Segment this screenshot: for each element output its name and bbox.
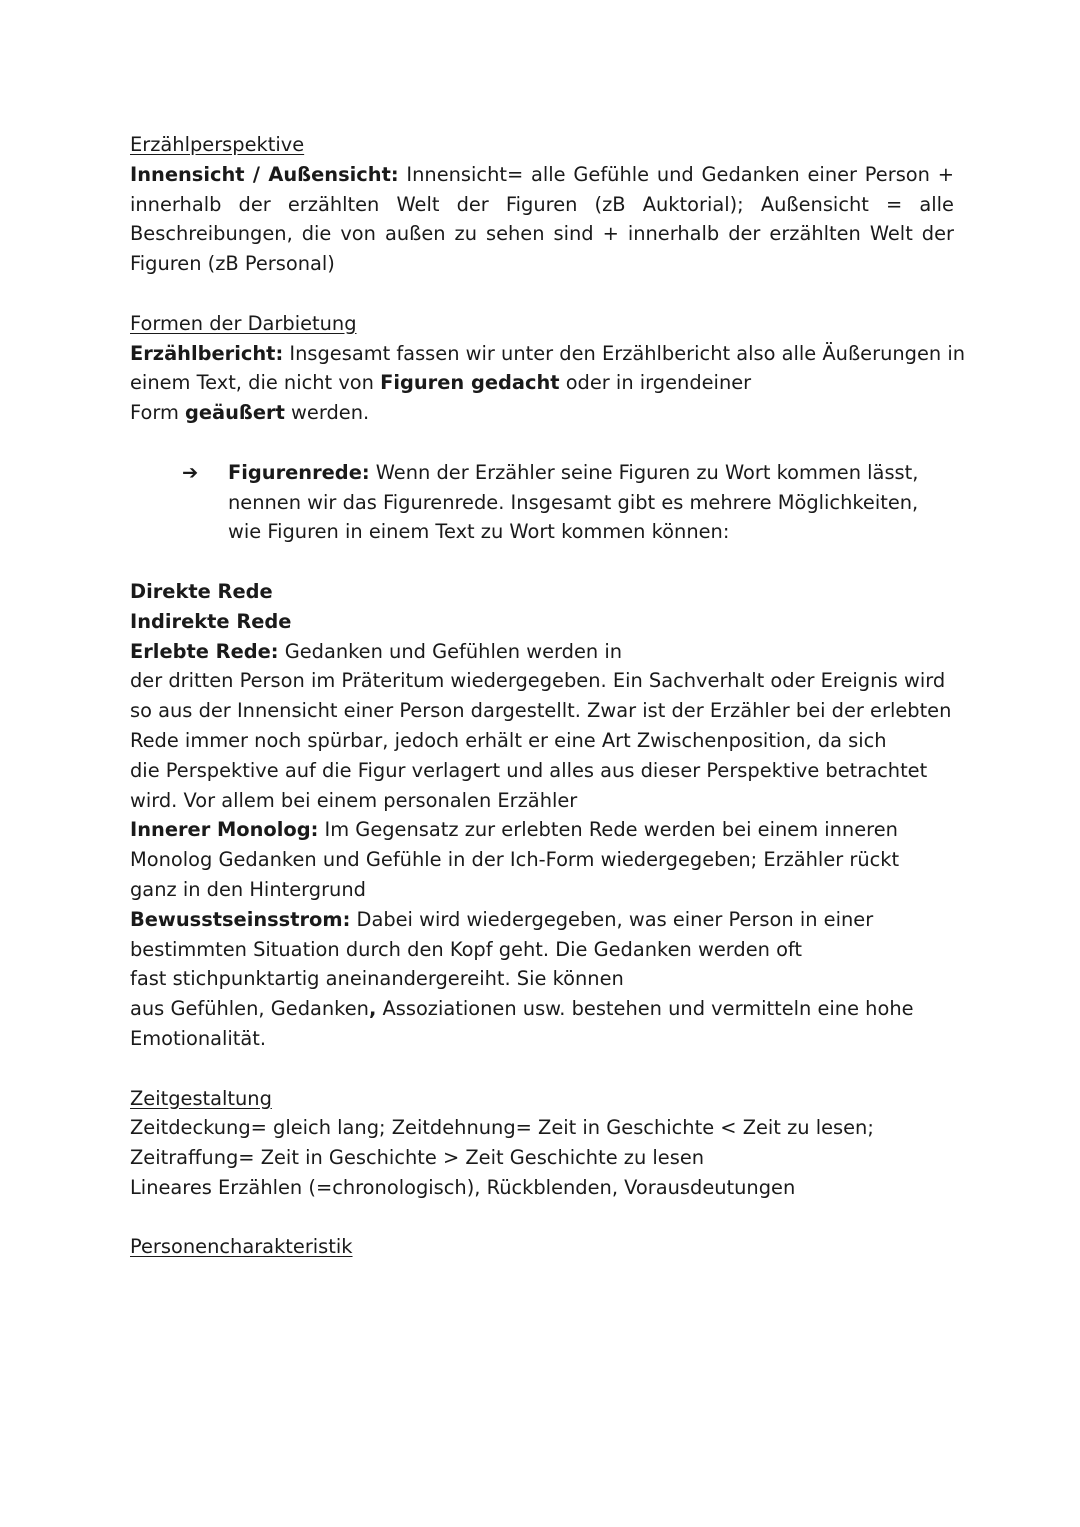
figurenrede-line-3: wie Figuren in einem Text zu Wort kommen können:: [228, 520, 730, 544]
stream-line-1: Bewusstseinsstrom: Dabei wird wiedergegeben, was einer Person in einer: [130, 907, 874, 931]
term-erlebte-rede: Erlebte Rede:: [130, 639, 279, 663]
perspective-line-2: innerhalb der erzählten Welt der Figuren (zB Auktorial); Außensicht = alle: [130, 192, 954, 216]
spacer: [130, 1203, 954, 1233]
perspective-line-4: Figuren (zB Personal): [130, 252, 335, 276]
spacer: [130, 547, 954, 577]
spacer: [130, 428, 954, 458]
stream-line-4: aus Gefühlen, Gedanken, Assoziationen usw. bestehen und vermitteln eine hohe: [130, 997, 914, 1021]
stream-line-3: fast stichpunktartig aneinandergereiht. Sie können: [130, 967, 624, 991]
time-line-3: Lineares Erzählen (=chronologisch), Rückblenden, Vorausdeutungen: [130, 1175, 796, 1199]
term-innensicht-aussensicht: Innensicht / Außensicht:: [130, 162, 399, 186]
document-page: [130, 130, 966, 1262]
erlebte-rede-line-4: Rede immer noch spürbar, jedoch erhält er eine Art Zwischenposition, da sich: [130, 728, 887, 752]
arrow-right-icon: ➔: [182, 460, 199, 484]
monolog-line-3: ganz in den Hintergrund: [130, 877, 366, 901]
perspective-line-1: Innensicht / Außensicht: Innensicht= alle Gefühle und Gedanken einer Person +: [130, 162, 955, 186]
figurenrede-line-1: Figurenrede: Wenn der Erzähler seine Figuren zu Wort kommen lässt,: [228, 460, 919, 484]
stream-line-5: Emotionalität.: [130, 1026, 267, 1050]
figurenrede-line-2: nennen wir das Figurenrede. Insgesamt gibt es mehrere Möglichkeiten,: [228, 490, 919, 514]
term-innerer-monolog: Innerer Monolog:: [130, 818, 319, 842]
erlebte-rede-line-1: Erlebte Rede: Gedanken und Gefühlen werden in: [130, 639, 623, 663]
heading-formen-der-darbietung: Formen der Darbietung: [130, 311, 357, 335]
time-line-2: Zeitraffung= Zeit in Geschichte > Zeit Geschichte zu lesen: [130, 1146, 705, 1170]
erlebte-rede-line-6: wird. Vor allem bei einem personalen Erzähler: [130, 788, 578, 812]
erlebte-rede-line-3: so aus der Innensicht einer Person dargestellt. Zwar ist der Erzähler bei der erlebten: [130, 699, 952, 723]
forms-line-1: Erzählbericht: Insgesamt fassen wir unter den Erzählbericht also alle Äußerungen in: [130, 341, 966, 365]
figurenrede-block: [182, 458, 954, 547]
erlebte-rede-line-5: die Perspektive auf die Figur verlagert und alles aus dieser Perspektive betrachtet: [130, 758, 928, 782]
heading-zeitgestaltung: Zeitgestaltung: [130, 1086, 272, 1110]
term-direkte-rede: Direkte Rede: [130, 579, 273, 603]
erlebte-rede-line-2: der dritten Person im Präteritum wiedergegeben. Ein Sachverhalt oder Ereignis wird: [130, 669, 946, 693]
forms-line-2: einem Text, die nicht von Figuren gedacht oder in irgendeiner: [130, 371, 752, 395]
time-line-1: Zeitdeckung= gleich lang; Zeitdehnung= Zeit in Geschichte < Zeit zu lesen;: [130, 1116, 874, 1140]
term-erzaehlbericht: Erzählbericht:: [130, 341, 284, 365]
spacer: [130, 279, 954, 309]
spacer: [130, 1054, 954, 1084]
term-bewusstseinsstrom: Bewusstseinsstrom:: [130, 907, 351, 931]
heading-erzaehlperspektive: Erzählperspektive: [130, 133, 305, 156]
monolog-line-1: Innerer Monolog: Im Gegensatz zur erlebten Rede werden bei einem inneren: [130, 818, 898, 842]
heading-personencharakteristik: Personencharakteristik: [130, 1235, 353, 1259]
term-figurenrede: Figurenrede:: [228, 460, 370, 484]
monolog-line-2: Monolog Gedanken und Gefühle in der Ich-Form wiedergegeben; Erzähler rückt: [130, 848, 900, 872]
perspective-line-3: Beschreibungen, die von außen zu sehen sind + innerhalb der erzählten Welt der: [130, 222, 954, 246]
stream-line-2: bestimmten Situation durch den Kopf geht. Die Gedanken werden oft: [130, 937, 803, 961]
forms-line-3: Form geäußert werden.: [130, 401, 370, 425]
term-indirekte-rede: Indirekte Rede: [130, 609, 292, 633]
